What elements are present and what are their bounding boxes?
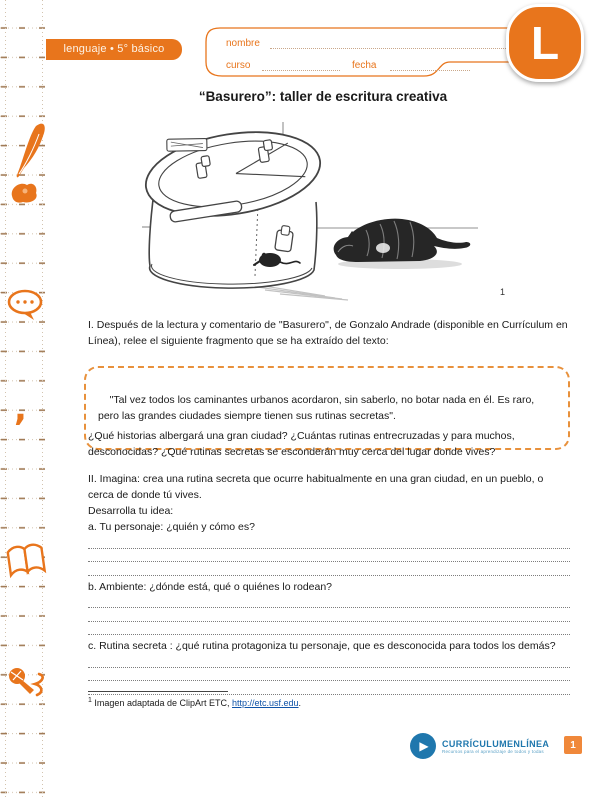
ink-blob-icon — [6, 178, 40, 208]
trashcan-cat-illustration — [120, 114, 520, 304]
curso-label: curso — [226, 60, 251, 71]
language-logo — [506, 4, 584, 82]
brand-name: CURRÍCULUMENLÍNEA — [442, 738, 550, 749]
page-title: “Basurero”: taller de escritura creativa — [198, 89, 448, 104]
fecha-field — [390, 62, 470, 71]
footnote-period: . — [298, 698, 302, 708]
answer-lines-a — [88, 535, 570, 576]
task-section — [88, 471, 570, 698]
answer-lines-c — [88, 654, 570, 695]
writing-line — [88, 681, 570, 695]
open-book-icon — [4, 536, 48, 584]
curriculum-en-linea-logo — [410, 733, 549, 759]
writing-line — [88, 608, 570, 622]
prompt-c: c. Rutina secreta : ¿qué rutina protagoniza tu personaje, que es desconocida para todos los demás? — [88, 640, 556, 652]
develop-idea-label: Desarrolla tu idea: — [88, 505, 174, 517]
footnote-divider — [88, 691, 228, 692]
writing-line — [88, 549, 570, 563]
answer-lines-b — [88, 595, 570, 636]
footnote-marker: 1 — [88, 697, 92, 704]
nombre-field — [270, 40, 536, 49]
svg-text:,: , — [14, 396, 27, 429]
nombre-label: nombre — [226, 38, 260, 49]
footnote-text: Imagen adaptada de ClipArt ETC, — [94, 698, 232, 708]
footnote-link[interactable]: http://etc.usf.edu — [232, 698, 299, 708]
subject-grade-badge: lenguaje • 5° básico — [46, 39, 182, 60]
prompt-b: b. Ambiente: ¿dónde está, qué o quiénes lo rodean? — [88, 580, 333, 593]
quill-pen-icon — [6, 122, 48, 184]
guiding-questions: ¿Qué historias albergará una gran ciudad? ¿Cuántas rutinas entrecruzadas y para muchos, desconocidas? ¿Qué rutinas secretas se esconderán muy cerca del lugar donde vives? — [88, 430, 515, 458]
cat-figure — [334, 219, 471, 262]
comma-icon — [12, 396, 36, 430]
writing-line — [88, 668, 570, 682]
logo-letter: L — [530, 17, 560, 69]
microphone-icon — [4, 664, 48, 708]
instruction-part2: II. Imagina: crea una rutina secreta que ocurre habitualmente en una gran ciudad, en un pueblo, o cerca de donde tú vives. — [88, 473, 544, 501]
instruction-part1: I. Después de la lectura y comentario de "Basurero", de Gonzalo Andrade (disponible en Currículum en Línea), relee el siguiente fragmento que se ha extraído del texto: — [88, 319, 568, 347]
fecha-label: fecha — [352, 60, 377, 71]
writing-line — [88, 535, 570, 549]
curso-field — [262, 62, 340, 71]
footnote — [88, 697, 301, 708]
writing-line — [88, 622, 570, 636]
page-number-badge — [564, 736, 582, 754]
play-circle-icon: ▶ — [410, 733, 436, 759]
writing-line — [88, 595, 570, 609]
brand-tagline: Recursos para el aprendizaje de todos y todas — [442, 748, 544, 754]
prompt-a: a. Tu personaje: ¿quién y cómo es? — [88, 521, 255, 533]
quote-text: "Tal vez todos los caminantes urbanos acordaron, sin saberlo, no botar nada en él. Es raro, pero las grandes ciudades siempre tienen sus rutinas secretas". — [98, 394, 543, 422]
image-footnote-marker: 1 — [500, 287, 506, 297]
speech-bubble-icon — [4, 288, 46, 324]
writing-line — [88, 562, 570, 576]
writing-line — [88, 654, 570, 668]
page-number: 1 — [570, 739, 576, 751]
